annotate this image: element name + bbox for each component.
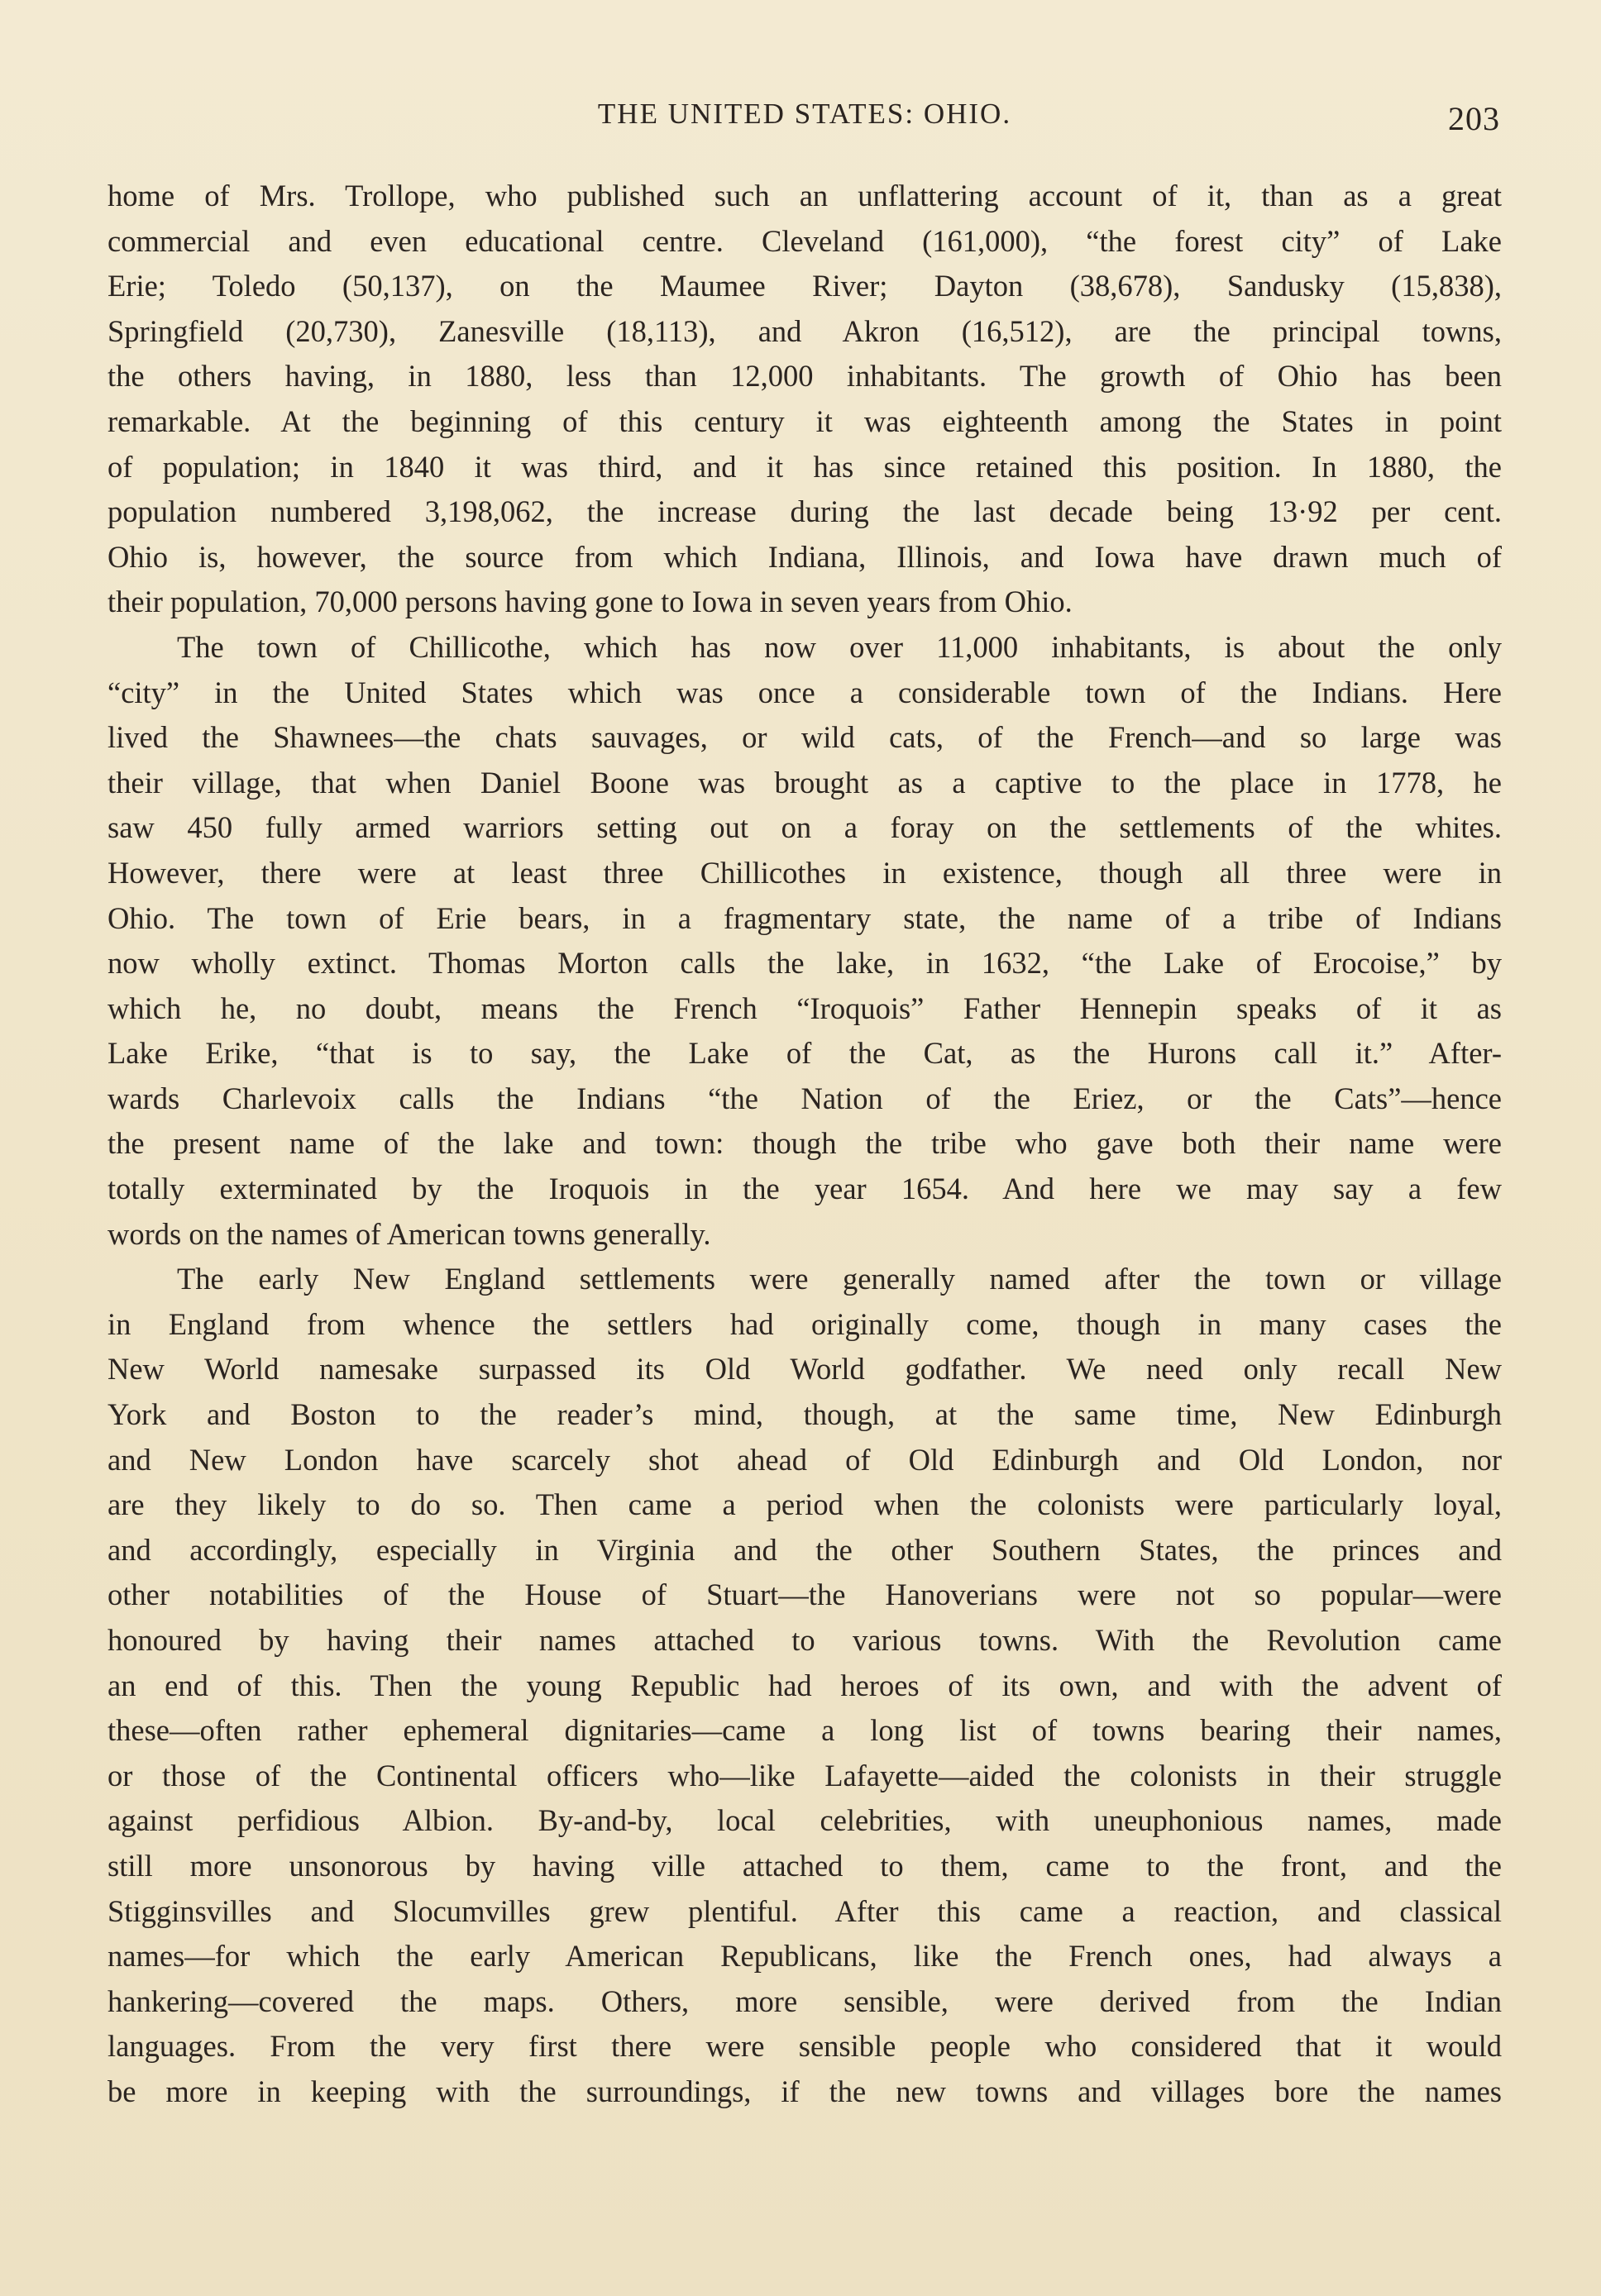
text-line: or those of the Continental officers who—like Lafayette—aided the colonists in their struggle [108,1758,1502,1792]
text-line: wards Charlevoix calls the Indians “the Nation of the Eriez, or the Cats”—hence [108,1081,1502,1115]
text-line: of population; in 1840 it was third, and it has since retained this position. In 1880, the [108,449,1502,484]
text-line: names—for which the early American Republicans, like the French ones, had always a [108,1939,1502,1974]
text-line: their village, that when Daniel Boone was brought as a captive to the place in 1778, he [108,765,1502,800]
running-head [108,98,1502,139]
text-line: against perfidious Albion. By-and-by, local celebrities, with uneuphonious names, made [108,1803,1502,1838]
text-line: an end of this. Then the young Republic had heroes of its own, and with the advent of [108,1668,1502,1702]
text-line: their population, 70,000 persons having gone to Iowa in seven years from Ohio. [108,585,1073,619]
text-line: home of Mrs. Trollope, who published such an unflattering account of it, than as a great [108,179,1502,212]
body-text [108,174,1502,2115]
text-line: are they likely to do so. Then came a period when the colonists were particularly loyal, [108,1487,1502,1522]
text-line: the present name of the lake and town: though the tribe who gave both their name were [108,1126,1502,1161]
text-line: York and Boston to the reader’s mind, though, at the same time, New Edinburgh [108,1397,1502,1432]
text-line: and New London have scarcely shot ahead of Old Edinburgh and Old London, nor [108,1442,1502,1477]
text-line: Ohio. The town of Erie bears, in a fragmentary state, the name of a tribe of Indians [108,900,1502,935]
text-line: and accordingly, especially in Virginia and the other Southern States, the princes and [108,1532,1502,1567]
text-line: hankering—covered the maps. Others, more sensible, were derived from the Indian [108,1983,1502,2018]
text-line: other notabilities of the House of Stuart—the Hanoverians were not so popular—were [108,1578,1502,1612]
text-line: remarkable. At the beginning of this century it was eighteenth among the States in point [108,403,1502,438]
page-number: 203 [1448,100,1500,137]
text-line: be more in keeping with the surroundings, if the new towns and villages bore the names [108,2074,1502,2108]
text-line: Erie; Toledo (50,137), on the Maumee River; Dayton (38,678), Sandusky (15,838), [108,269,1502,303]
text-line: saw 450 fully armed warriors setting out on a foray on the settlements of the whites. [108,810,1502,845]
text-line: languages. From the very first there were sensible people who considered that it would [108,2029,1502,2064]
text-line: Stigginsvilles and Slocumvilles grew plentiful. After this came a reaction, and classical [108,1893,1502,1928]
text-line: in England from whence the settlers had originally come, though in many cases the [108,1306,1502,1341]
text-line: these—often rather ephemeral dignitaries—came a long list of towns bearing their names, [108,1713,1502,1748]
text-line: totally exterminated by the Iroquois in the year 1654. And here we may say a few [108,1172,1502,1206]
text-line: population numbered 3,198,062, the increase during the last decade being 13·92 per cent. [108,494,1502,529]
text-line: Springfield (20,730), Zanesville (18,113), and Akron (16,512), are the principal towns, [108,313,1502,348]
text-line: Lake Erike, “that is to say, the Lake of the Cat, as the Hurons call it.” After- [108,1036,1502,1071]
running-title: THE UNITED STATES: OHIO. [597,98,1012,130]
text-line: which he, no doubt, means the French “Iroquois” Father Hennepin speaks of it as [108,990,1502,1025]
text-line: New World namesake surpassed its Old World godfather. We need only recall New [108,1352,1502,1387]
text-line: lived the Shawnees—the chats sauvages, or wild cats, of the French—and so large was [108,720,1502,755]
paragraph-first-line: The early New England settlements were generally named after the town or village [177,1262,1502,1296]
text-line: still more unsonorous by having ville attached to them, came to the front, and the [108,1848,1502,1883]
text-line: words on the names of American towns generally. [108,1216,711,1251]
text-line: honoured by having their names attached to various towns. With the Revolution came [108,1623,1502,1657]
text-line: the others having, in 1880, less than 12,000 inhabitants. The growth of Ohio has been [108,359,1502,394]
paragraph-first-line: The town of Chillicothe, which has now over 11,000 inhabitants, is about the only [177,629,1502,664]
text-line: Ohio is, however, the source from which Indiana, Illinois, and Iowa have drawn much of [108,539,1502,574]
text-line: commercial and even educational centre. Cleveland (161,000), “the forest city” of Lake [108,223,1502,258]
text-line: now wholly extinct. Thomas Morton calls the lake, in 1632, “the Lake of Erocoise,” by [108,946,1502,981]
text-line: “city” in the United States which was once a considerable town of the Indians. Here [108,675,1502,709]
text-line: However, there were at least three Chillicothes in existence, though all three were in [108,855,1502,890]
